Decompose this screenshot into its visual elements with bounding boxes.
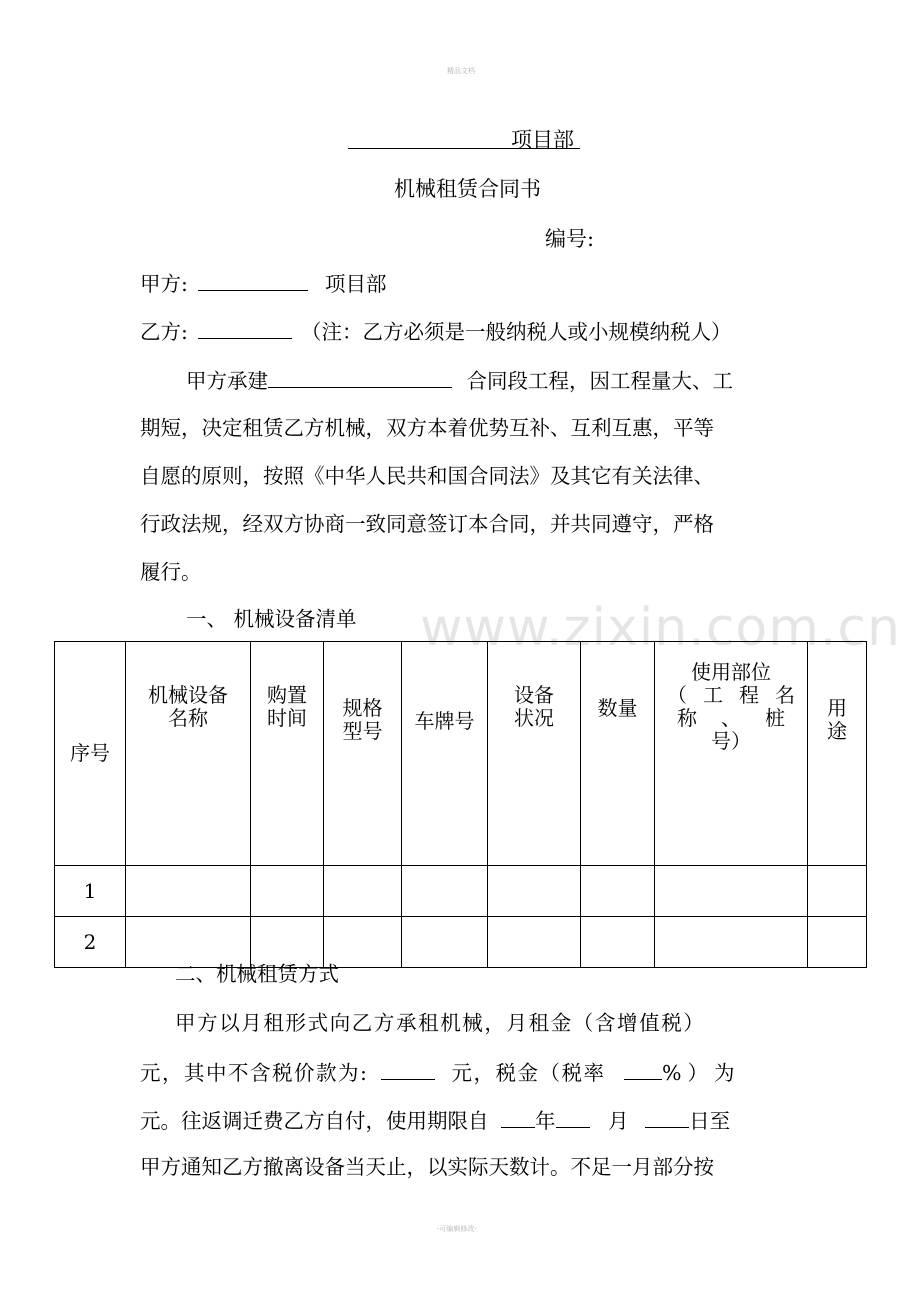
loc-char-ming: 名 — [775, 683, 795, 707]
header-location — [655, 642, 808, 866]
row-1-cell[interactable] — [655, 866, 808, 917]
number-label: 编号: — [545, 227, 595, 251]
row-1-cell[interactable] — [581, 866, 655, 917]
title-project-suffix: 项目部 — [511, 128, 574, 152]
rent-line-3-d: 日至 — [689, 1109, 731, 1133]
header-seq-text: 序号 — [70, 741, 110, 765]
header-name-line-1: 机械设备 — [148, 683, 228, 707]
row-1-cell[interactable] — [488, 866, 581, 917]
header-name — [126, 642, 251, 866]
party-b-note: （注：乙方必须是一般纳税人或小规模纳税人） — [300, 320, 732, 344]
start-year-blank[interactable] — [501, 1109, 535, 1128]
rent-line-3 — [140, 1109, 730, 1132]
intro-line-3: 自愿的原则，按照《中华人民共和国合同法》及其它有关法律、 — [140, 464, 714, 488]
row-1-cell[interactable] — [808, 866, 867, 917]
intro-line-1-start: 甲方承建 — [186, 369, 268, 393]
loc-char-zhuang: 桩 — [765, 706, 785, 730]
header-status-line-1: 设备 — [514, 683, 554, 707]
loc-char-gong: 工 — [703, 683, 723, 707]
row-2-cell[interactable] — [126, 917, 251, 968]
loc-paren: （ — [667, 683, 687, 707]
header-qty — [581, 642, 655, 866]
rent-line-2-b: 元，税金（税率 — [451, 1061, 606, 1085]
row-2-cell[interactable] — [488, 917, 581, 968]
intro-line-1-end: 合同段工程，因工程量大、工 — [466, 369, 734, 393]
rent-line-2 — [140, 1061, 740, 1084]
section-1-title: 一、 机械设备清单 — [186, 607, 357, 631]
row-1-seq: 1 — [55, 866, 126, 917]
table-row — [55, 917, 867, 968]
row-2-cell[interactable] — [324, 917, 402, 968]
party-a-label: 甲方: — [140, 272, 188, 296]
loc-char-cheng2: 称 — [677, 706, 697, 730]
watermark: www.zixin.com.cn — [420, 598, 901, 658]
title-project-line — [348, 124, 574, 154]
party-b-line — [140, 320, 731, 343]
rent-line-3-b: 年 — [535, 1109, 556, 1133]
header-location-line-3 — [655, 707, 807, 730]
intro-line-4: 行政法规，经双方协商一致同意签订本合同，并共同遵守，严格 — [140, 512, 714, 536]
intro-line-5: 履行。 — [140, 560, 202, 584]
row-1-cell[interactable] — [324, 866, 402, 917]
header-purchase — [251, 642, 324, 866]
intro-line-1 — [186, 369, 733, 392]
header-location-line-2 — [655, 684, 807, 707]
header-plate-text: 车牌号 — [414, 709, 475, 733]
row-2-cell[interactable] — [402, 917, 488, 968]
net-price-blank[interactable] — [381, 1061, 435, 1080]
tax-rate-blank[interactable] — [624, 1061, 662, 1080]
table-row — [55, 866, 867, 917]
header-name-line-2: 名称 — [168, 706, 208, 730]
equipment-table — [54, 641, 867, 968]
party-a-suffix: 项目部 — [324, 272, 387, 296]
header-status-line-2: 状况 — [514, 706, 554, 730]
party-a-line — [140, 272, 386, 295]
start-day-blank[interactable] — [645, 1109, 689, 1128]
rent-line-4: 甲方通知乙方撤离设备当天止，以实际天数计。不足一月部分按 — [140, 1155, 714, 1179]
row-2-seq: 2 — [55, 917, 126, 968]
section-2-title: 二、机械租赁方式 — [175, 962, 339, 986]
loc-char-cheng: 程 — [739, 683, 759, 707]
project-blank[interactable] — [268, 369, 452, 388]
header-use — [808, 642, 867, 866]
party-b-blank[interactable] — [198, 320, 292, 339]
header-use-line-1: 用 — [827, 696, 847, 720]
header-location-line-1: 使用部位 — [691, 660, 771, 684]
header-spec — [324, 642, 402, 866]
header-status — [488, 642, 581, 866]
header-spec-line-2: 型号 — [342, 719, 383, 743]
intro-line-2: 期短，决定租赁乙方机械，双方本着优势互补、互利互惠，平等 — [140, 416, 714, 440]
header-note: 精品文档 — [447, 67, 475, 75]
table-header-row — [55, 642, 867, 866]
header-purchase-line-2: 时间 — [267, 706, 307, 730]
rent-line-3-c: 月 — [608, 1109, 629, 1133]
start-month-blank[interactable] — [556, 1109, 590, 1128]
header-plate — [402, 642, 488, 866]
rent-line-1: 甲方以月租形式向乙方承租机械，月租金（含增值税） — [175, 1011, 706, 1035]
header-location-line-4: 号） — [711, 729, 751, 753]
row-2-cell[interactable] — [251, 917, 324, 968]
header-spec-line-1: 规格 — [342, 696, 383, 720]
party-a-blank[interactable] — [198, 272, 308, 291]
row-2-cell[interactable] — [808, 917, 867, 968]
header-seq — [55, 642, 126, 866]
row-2-cell[interactable] — [655, 917, 808, 968]
header-use-line-2: 途 — [827, 719, 847, 743]
row-1-cell[interactable] — [402, 866, 488, 917]
row-1-cell[interactable] — [251, 866, 324, 917]
row-2-cell[interactable] — [581, 917, 655, 968]
header-purchase-line-1: 购置 — [267, 683, 307, 707]
rent-line-3-a: 元。往返调迁费乙方自付，使用期限自 — [140, 1109, 489, 1133]
rent-line-2-a: 元，其中不含税价款为: — [140, 1061, 369, 1085]
header-qty-text: 数量 — [597, 696, 638, 720]
rent-line-2-c: %）为 — [662, 1061, 741, 1085]
loc-char-comma: 、 — [721, 706, 741, 730]
party-b-label: 乙方: — [140, 320, 188, 344]
doc-title: 机械租赁合同书 — [394, 177, 541, 201]
row-1-cell[interactable] — [126, 866, 251, 917]
footer-note: -可编辑修改- — [437, 1225, 477, 1233]
